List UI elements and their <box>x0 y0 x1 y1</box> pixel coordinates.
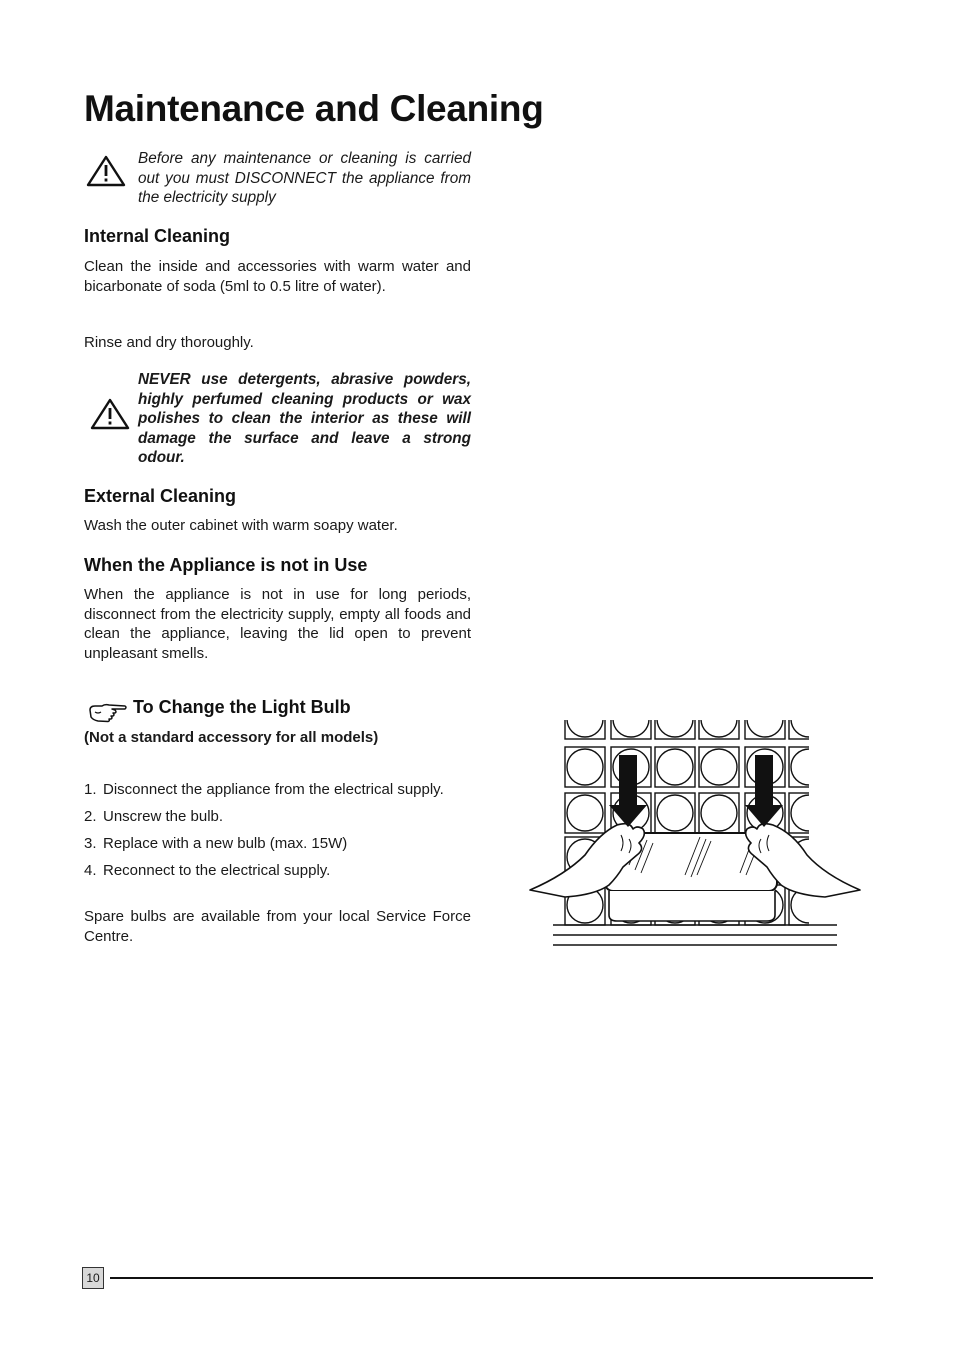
warning-triangle-icon <box>86 155 126 187</box>
not-in-use-paragraph: When the appliance is not in use for long periods, disconnect from the electricity supply, empty all foods and clean the appliance, leaving the lid open to prevent unpleasant smells. <box>84 586 471 662</box>
page-title: Maintenance and Cleaning <box>84 88 544 129</box>
list-item: 3. Replace with a new bulb (max. 15W) <box>84 835 348 852</box>
disconnect-warning-text: Before any maintenance or cleaning is carried out you must DISCONNECT the appliance from the electricity supply <box>138 150 471 206</box>
light-bulb-subheading: (Not a standard accessory for all models) <box>84 729 379 746</box>
spare-bulbs-note: Spare bulbs are available from your local Service Force Centre. <box>84 908 471 945</box>
external-cleaning-paragraph: Wash the outer cabinet with warm soapy water. <box>84 517 398 534</box>
pointing-hand-icon <box>88 702 128 724</box>
not-in-use-heading: When the Appliance is not in Use <box>84 555 368 575</box>
list-item: 1. Disconnect the appliance from the electrical supply. <box>84 781 444 798</box>
external-cleaning-heading: External Cleaning <box>84 486 237 506</box>
list-item: 2. Unscrew the bulb. <box>84 808 224 825</box>
rinse-paragraph: Rinse and dry thoroughly. <box>84 334 254 351</box>
light-cover-removal-illustration <box>525 715 865 955</box>
warning-triangle-icon <box>90 398 130 430</box>
page-number: 10 <box>82 1267 104 1289</box>
light-bulb-heading: To Change the Light Bulb <box>133 697 351 717</box>
detergents-warning-text: NEVER use detergents, abrasive powders, highly perfumed cleaning products or wax polishes to clean the interior as these will damage the surface and leave a strong odour. <box>138 371 471 466</box>
internal-cleaning-heading: Internal Cleaning <box>84 226 231 246</box>
list-item: 4. Reconnect to the electrical supply. <box>84 862 331 879</box>
footer-rule <box>110 1277 873 1279</box>
internal-cleaning-paragraph: Clean the inside and accessories with warm water and bicarbonate of soda (5ml to 0.5 litre of water). <box>84 258 471 295</box>
light-bulb-steps <box>84 781 471 889</box>
